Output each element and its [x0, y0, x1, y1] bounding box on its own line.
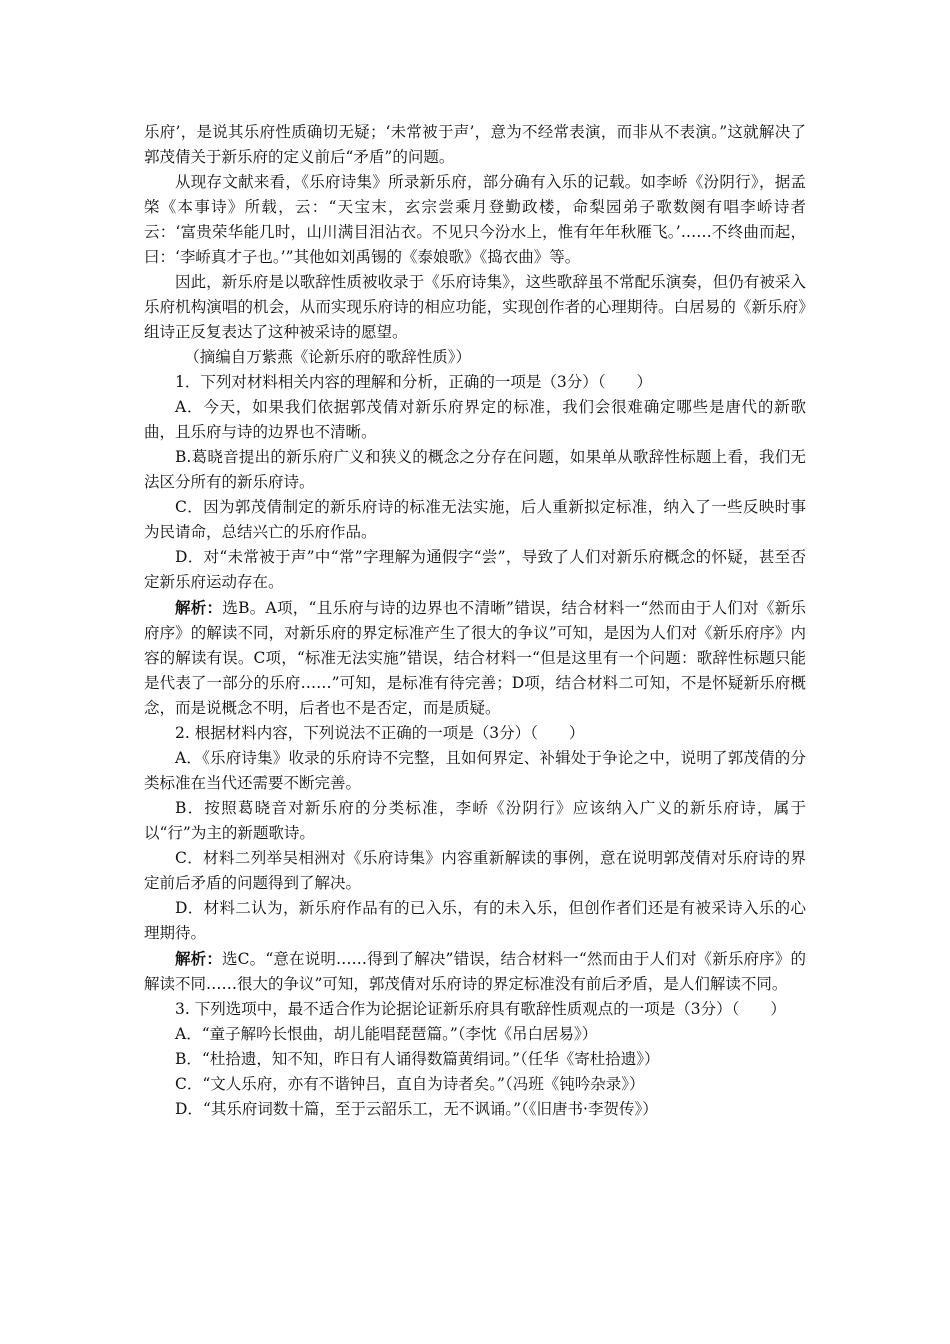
question-1-analysis: [144, 595, 806, 721]
question-1-option-b: B.葛晓音提出的新乐府广义和狭义的概念之分存在问题，如果单从歌辞性标题上看，我们无法区分所有的新乐府诗。: [144, 448, 806, 491]
question-3-option-a: A．“童子解吟长恨曲，胡儿能唱琵琶篇。”（李忱《吊白居易》）: [175, 1025, 598, 1043]
question-3-option-d: D．“其乐府词数十篇，至于云韶乐工，无不讽诵。”（《旧唐书·李贺传》）: [175, 1100, 658, 1118]
question-2-option-a: A．《乐府诗集》收录的乐府诗不完整，且如何界定、补辑处于争论之中，说明了郭茂倩的分类标准在当代还需要不断完善。: [144, 749, 806, 792]
passage-paragraph-3: 因此，新乐府是以歌辞性质被收录于《乐府诗集》，这些歌辞虽不常配乐演奏，但仍有被采入乐府机构演唱的机会，从而实现乐府诗的相应功能，实现创作者的心理期待。白居易的《新乐府》组诗正反复表达了这种被采诗的愿望。: [144, 273, 806, 341]
question-1-option-c: C．因为郭茂倩制定的新乐府诗的标准无法实施，后人重新拟定标准，纳入了一些反映时事为民请命，总结兴亡的乐府作品。: [144, 498, 806, 541]
document-page: [144, 120, 806, 1122]
question-2-option-c: C．材料二列举吴相洲对《乐府诗集》内容重新解读的事例，意在说明郭茂倩对乐府诗的界定前后矛盾的问题得到了解决。: [144, 849, 806, 892]
question-2-analysis: [144, 946, 806, 997]
question-3-stem: 3. 下列选项中，最不适合作为论据论证新乐府具有歌辞性质观点的一项是（3分）（ ）: [175, 1000, 786, 1018]
passage-paragraph-1: 乐府’，是说其乐府性质确切无疑；‘未常被于声’，意为不经常表演，而非从不表演。”这就解决了郭茂倩关于新乐府的定义前后“矛盾”的问题。: [144, 123, 806, 166]
question-2-option-d: D．材料二认为，新乐府作品有的已入乐，有的未入乐，但创作者们还是有被采诗入乐的心理期待。: [144, 899, 806, 942]
passage-paragraph-2: 从现存文献来看，《乐府诗集》所录新乐府，部分确有入乐的记载。如李峤《汾阴行》，据孟棨《本事诗》所载，云：“天宝末，玄宗尝乘月登勤政楼，命梨园弟子歌数阕有唱李峤诗者云：‘富贵荣华能几时，山川满目泪沾衣。不见只今汾水上，惟有年年秋雁飞。’……不终曲而起，曰：‘李峤真才子也。’”其他如刘禹锡的《泰娘歌》《捣衣曲》等。: [144, 173, 806, 266]
analysis-label: 解析：: [175, 598, 223, 617]
question-3-option-c: C．“文人乐府，亦有不谐钟吕，直自为诗者矣。”（冯班《钝吟杂录》）: [175, 1075, 645, 1093]
question-1-option-a: A．今天，如果我们依据郭茂倩对新乐府界定的标准，我们会很难确定哪些是唐代的新歌曲，且乐府与诗的边界也不清晰。: [144, 398, 806, 441]
question-1-option-d: D．对“未常被于声”中“常”字理解为通假字“尝”，导致了人们对新乐府概念的怀疑，甚至否定新乐府运动存在。: [144, 548, 806, 591]
analysis-text: 选B。A项，“且乐府与诗的边界也不清晰”错误，结合材料一“然而由于人们对《新乐府序》的解读不同，对新乐府的界定标准产生了很大的争议”可知，是因为人们对《新乐府序》内容的解读有误。C项，“标准无法实施”错误，结合材料一“但是这里有一个问题：歌辞性标题只能是代表了一部分的乐府……”可知，是标准有待完善；D项，结合材料二可知，不是怀疑新乐府概念，而是说概念不明，后者也不是否定，而是质疑。: [144, 599, 806, 717]
question-3-option-b: B．“杜拾遗，知不知，昨日有人诵得数篇黄绢词。”（任华《寄杜拾遗》）: [175, 1050, 660, 1068]
question-2-option-b: B．按照葛晓音对新乐府的分类标准，李峤《汾阴行》应该纳入广义的新乐府诗，属于以“行”为主的新题歌诗。: [144, 799, 806, 842]
question-1-stem: 1．下列对材料相关内容的理解和分析，正确的一项是（3分）（ ）: [175, 373, 652, 391]
analysis-text: 选C。“意在说明……得到了解决”错误，结合材料一“然而由于人们对《新乐府序》的解读不同……很大的争议”可知，郭茂倩对乐府诗的界定标准没有前后矛盾，是人们解读不同。: [144, 950, 806, 993]
source-citation: （摘编自万紫燕《论新乐府的歌辞性质》）: [184, 348, 472, 366]
analysis-label: 解析：: [175, 949, 222, 968]
question-2-stem: 2. 根据材料内容，下列说法不正确的一项是（3分）（ ）: [175, 724, 585, 742]
